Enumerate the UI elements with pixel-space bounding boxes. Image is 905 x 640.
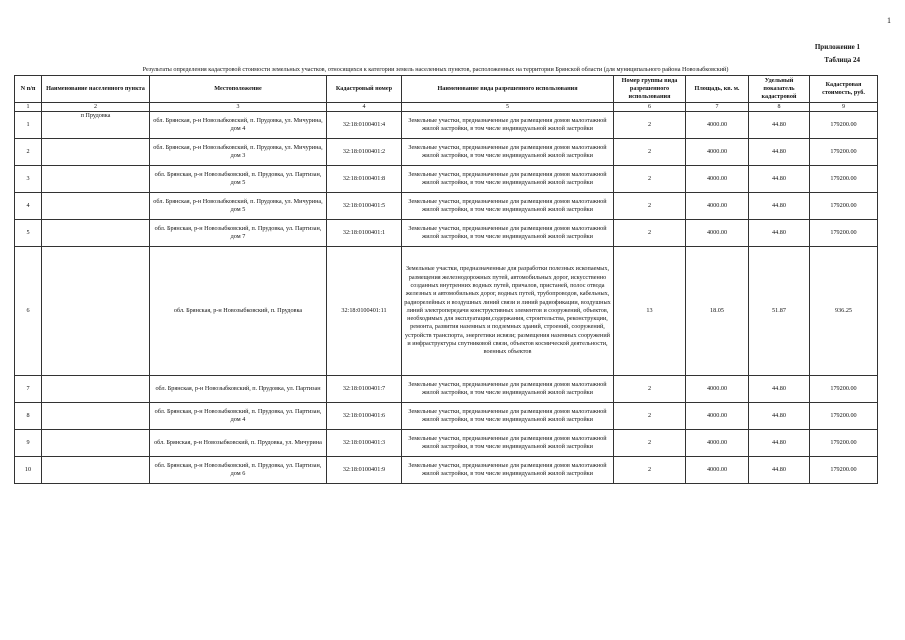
settlement-cell: [42, 376, 150, 403]
settlement-cell: [42, 193, 150, 220]
appendix-label: Приложение 1: [814, 43, 860, 51]
area-value: 4000.00: [686, 457, 749, 484]
location-cell: обл. Брянская, р-н Новозыбковский, п. Прудовка, ул. Партизан, дом 4: [150, 403, 327, 430]
row-number: 1: [15, 112, 42, 139]
table-row: [15, 139, 878, 166]
row-number: 8: [15, 403, 42, 430]
permitted-use: Земельные участки, предназначенные для размещения домов малоэтажной жилой застройки, в том числе индивидуальной жилой застройки: [402, 430, 614, 457]
cadastral-cost: 179200.00: [810, 376, 878, 403]
location-cell: обл. Брянская, р-н Новозыбковский, п. Прудовка, ул. Мичурина, дом 4: [150, 112, 327, 139]
col-number: 5: [402, 103, 614, 112]
page-number: 1: [887, 16, 891, 25]
location-cell: обл. Брянская, р-н Новозыбковский, п. Прудовка, ул. Мичурина: [150, 430, 327, 457]
location-cell: обл. Брянская, р-н Новозыбковский, п. Прудовка, ул. Партизан, дом 7: [150, 220, 327, 247]
cadastral-cost: 936.25: [810, 247, 878, 376]
row-number: 7: [15, 376, 42, 403]
permitted-use: Земельные участки, предназначенные для разработки полезных ископаемых, размещения железнодорожных путей, автомобильных дорог, искусственно созданных внутренних водных путей, причалов, пристаней, полос отвода железных и автомобильных дорог, водных путей, трубопроводов, кабельных, радиорелейных и воздушных линий связи и линий радиофикации, воздушных линий электропередачи конструктивных элементов и сооружений, объектов, необходимых для эксплуатации,содержания, строительства, реконструкции, ремонта, развития наземных и подземных зданий, строений, сооружений, устройств транспорта, энергетики исвязи; размещения наземных сооружений и инфраструктуры спутниковой связи, объектов космической деятельности, военных объектов: [402, 247, 614, 376]
cadastral-number: 32:18:0100401:8: [327, 166, 402, 193]
cadastral-cost: 179200.00: [810, 166, 878, 193]
cadastral-number: 32:18:0100401:11: [327, 247, 402, 376]
use-group: 2: [614, 430, 686, 457]
specific-index: 44.80: [749, 220, 810, 247]
use-group: 2: [614, 139, 686, 166]
row-number: 3: [15, 166, 42, 193]
settlement-cell: [42, 403, 150, 430]
row-number: 10: [15, 457, 42, 484]
header-index: Удельный показатель кадастровой: [749, 76, 810, 103]
cadastral-cost: 179200.00: [810, 220, 878, 247]
permitted-use: Земельные участки, предназначенные для размещения домов малоэтажной жилой застройки, в том числе индивидуальной жилой застройки: [402, 139, 614, 166]
area-value: 18.05: [686, 247, 749, 376]
col-number: 1: [15, 103, 42, 112]
column-numbers-row: [15, 103, 878, 112]
row-number: 9: [15, 430, 42, 457]
table-row: [15, 403, 878, 430]
use-group: 2: [614, 112, 686, 139]
use-group: 2: [614, 403, 686, 430]
header-n: N п/п: [15, 76, 42, 103]
table-row: [15, 430, 878, 457]
row-number: 5: [15, 220, 42, 247]
area-value: 4000.00: [686, 166, 749, 193]
header-use: Наименование вида разрешенного использования: [402, 76, 614, 103]
cadastral-cost: 179200.00: [810, 403, 878, 430]
location-cell: обл. Брянская, р-н Новозыбковский, п. Прудовка, ул. Партизан, дом 6: [150, 457, 327, 484]
header-settlement: Наименование населенного пункта: [42, 76, 150, 103]
col-number: 8: [749, 103, 810, 112]
col-number: 3: [150, 103, 327, 112]
col-number: 6: [614, 103, 686, 112]
location-cell: обл. Брянская, р-н Новозыбковский, п. Прудовка, ул. Мичурина, дом 5: [150, 193, 327, 220]
use-group: 2: [614, 166, 686, 193]
cadastral-cost: 179200.00: [810, 430, 878, 457]
area-value: 4000.00: [686, 112, 749, 139]
area-value: 4000.00: [686, 220, 749, 247]
permitted-use: Земельные участки, предназначенные для размещения домов малоэтажной жилой застройки, в том числе индивидуальной жилой застройки: [402, 166, 614, 193]
header-group: Номер группы вида разрешенного использования: [614, 76, 686, 103]
use-group: 2: [614, 193, 686, 220]
cadastral-number: 32:18:0100401:5: [327, 193, 402, 220]
permitted-use: Земельные участки, предназначенные для размещения домов малоэтажной жилой застройки, в том числе индивидуальной жилой застройки: [402, 193, 614, 220]
specific-index: 44.80: [749, 139, 810, 166]
col-number: 7: [686, 103, 749, 112]
settlement-cell: п Прудовка: [42, 112, 150, 139]
col-number: 2: [42, 103, 150, 112]
table-row: [15, 376, 878, 403]
table-row: [15, 247, 878, 376]
cadastral-number: 32:18:0100401:1: [327, 220, 402, 247]
cadastral-number: 32:18:0100401:7: [327, 376, 402, 403]
specific-index: 44.80: [749, 166, 810, 193]
cadastral-number: 32:18:0100401:6: [327, 403, 402, 430]
use-group: 13: [614, 247, 686, 376]
specific-index: 51.87: [749, 247, 810, 376]
header-area: Площадь, кв. м.: [686, 76, 749, 103]
area-value: 4000.00: [686, 193, 749, 220]
permitted-use: Земельные участки, предназначенные для размещения домов малоэтажной жилой застройки, в том числе индивидуальной жилой застройки: [402, 112, 614, 139]
table-row: [15, 193, 878, 220]
cadastral-number: 32:18:0100401:2: [327, 139, 402, 166]
use-group: 2: [614, 457, 686, 484]
specific-index: 44.80: [749, 457, 810, 484]
specific-index: 44.80: [749, 193, 810, 220]
cadastral-number: 32:18:0100401:4: [327, 112, 402, 139]
area-value: 4000.00: [686, 376, 749, 403]
settlement-cell: [42, 139, 150, 166]
col-number: 9: [810, 103, 878, 112]
header-cadastral: Кадастровый номер: [327, 76, 402, 103]
table-row: [15, 220, 878, 247]
cadastral-cost: 179200.00: [810, 139, 878, 166]
permitted-use: Земельные участки, предназначенные для размещения домов малоэтажной жилой застройки, в том числе индивидуальной жилой застройки: [402, 457, 614, 484]
settlement-cell: [42, 457, 150, 484]
permitted-use: Земельные участки, предназначенные для размещения домов малоэтажной жилой застройки, в том числе индивидуальной жилой застройки: [402, 403, 614, 430]
settlement-cell: [42, 166, 150, 193]
table-row: [15, 166, 878, 193]
location-cell: обл. Брянская, р-н Новозыбковский, п. Прудовка, ул. Партизан, дом 5: [150, 166, 327, 193]
row-number: 4: [15, 193, 42, 220]
table-caption: Результаты определения кадастровой стоимости земельных участков, относящихся к категории земель населенных пунктов, расположенных на территории Брянской области (для муниципального района Новозыбковский): [142, 66, 729, 73]
col-number: 4: [327, 103, 402, 112]
use-group: 2: [614, 376, 686, 403]
specific-index: 44.80: [749, 403, 810, 430]
location-cell: обл. Брянская, р-н Новозыбковский, п. Прудовка: [150, 247, 327, 376]
header-row: [15, 76, 878, 103]
table-row: [15, 457, 878, 484]
cadastral-cost: 179200.00: [810, 457, 878, 484]
specific-index: 44.80: [749, 376, 810, 403]
cadastral-cost: 179200.00: [810, 112, 878, 139]
header-location: Местоположение: [150, 76, 327, 103]
specific-index: 44.80: [749, 430, 810, 457]
cadastral-cost: 179200.00: [810, 193, 878, 220]
permitted-use: Земельные участки, предназначенные для размещения домов малоэтажной жилой застройки, в том числе индивидуальной жилой застройки: [402, 220, 614, 247]
table-row: [15, 112, 878, 139]
area-value: 4000.00: [686, 430, 749, 457]
permitted-use: Земельные участки, предназначенные для размещения домов малоэтажной жилой застройки, в том числе индивидуальной жилой застройки: [402, 376, 614, 403]
row-number: 6: [15, 247, 42, 376]
table-number: Таблица 24: [824, 56, 860, 64]
area-value: 4000.00: [686, 139, 749, 166]
header-cost: Кадастровая стоимость, руб.: [810, 76, 878, 103]
cadastral-number: 32:18:0100401:3: [327, 430, 402, 457]
cadastral-table: [14, 75, 878, 484]
row-number: 2: [15, 139, 42, 166]
location-cell: обл. Брянская, р-н Новозыбковский, п. Прудовка, ул. Мичурина, дом 3: [150, 139, 327, 166]
area-value: 4000.00: [686, 403, 749, 430]
settlement-cell: [42, 430, 150, 457]
settlement-cell: [42, 247, 150, 376]
specific-index: 44.80: [749, 112, 810, 139]
location-cell: обл. Брянская, р-н Новозыбковский, п. Прудовка, ул. Партизан: [150, 376, 327, 403]
use-group: 2: [614, 220, 686, 247]
settlement-cell: [42, 220, 150, 247]
cadastral-number: 32:18:0100401:9: [327, 457, 402, 484]
